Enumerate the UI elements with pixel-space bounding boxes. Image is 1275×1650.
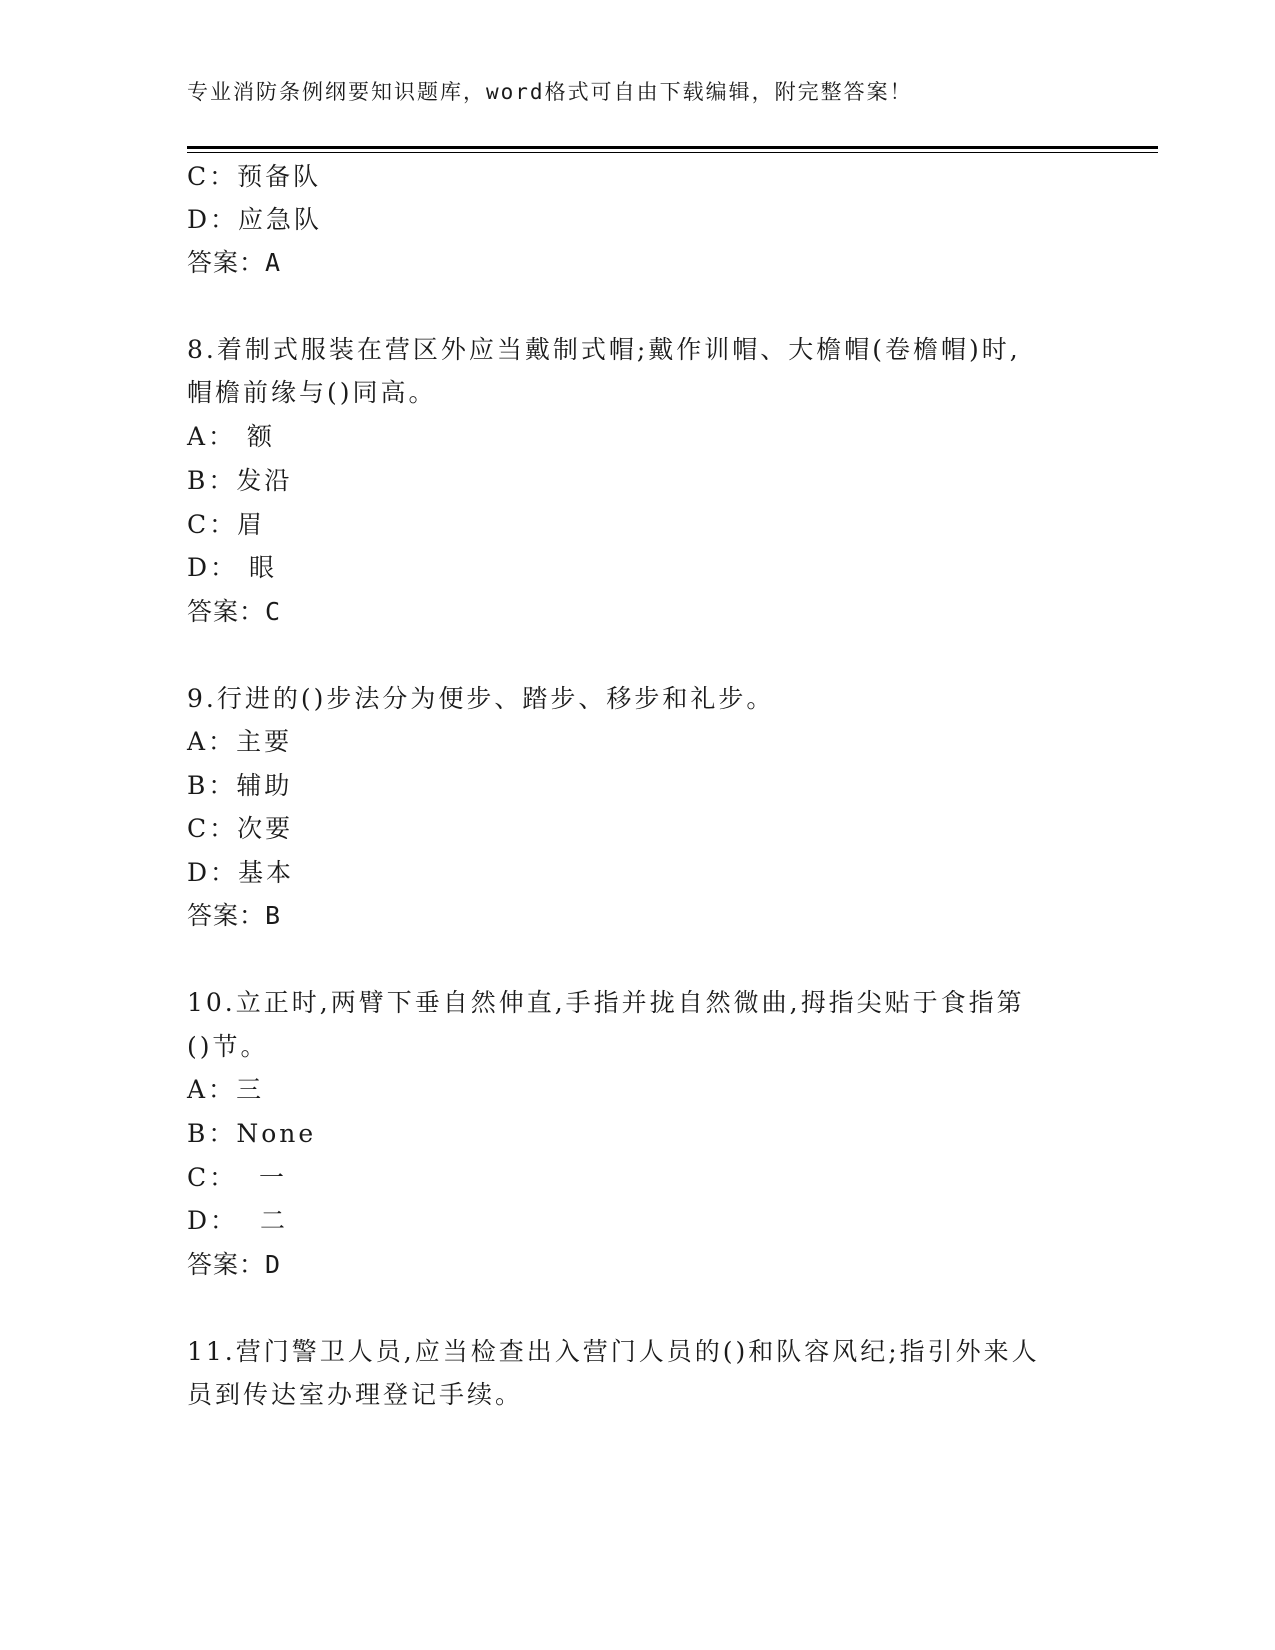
option-text: 额	[236, 422, 276, 451]
option-label: B：	[187, 1119, 237, 1148]
option-label: D：	[187, 553, 239, 582]
option-text: 眼	[238, 553, 277, 582]
question-stem: 11.营门警卫人员,应当检查出入营门人员的()和队容风纪;指引外来人	[187, 1337, 1040, 1366]
option-label: C：	[187, 510, 238, 539]
answer-value: A	[265, 248, 282, 277]
option-c	[187, 505, 265, 541]
answer-value: D	[265, 1250, 282, 1279]
option-a	[187, 417, 275, 453]
option-text: None	[236, 1119, 317, 1148]
option-text: 三	[236, 1075, 265, 1104]
option-text: 预备队	[237, 162, 322, 191]
option-a	[187, 722, 292, 758]
answer-line	[187, 896, 281, 932]
option-label: C：	[187, 1163, 238, 1192]
option-b	[187, 1114, 316, 1150]
answer-line	[187, 592, 281, 628]
option-c	[187, 1158, 287, 1194]
option-d	[187, 200, 322, 236]
question-stem: 10.立正时,两臂下垂自然伸直,手指并拢自然微曲,拇指尖贴于食指第	[187, 988, 1025, 1017]
answer-label: 答案：	[187, 1250, 266, 1279]
option-text: 主要	[236, 727, 293, 756]
option-label: B：	[187, 771, 237, 800]
option-label: B：	[187, 466, 237, 495]
option-d	[187, 1201, 288, 1237]
answer-label: 答案：	[187, 248, 266, 277]
question-stem: 9.行进的()步法分为便步、踏步、移步和礼步。	[187, 684, 775, 713]
option-a	[187, 1070, 264, 1106]
option-text: 发沿	[236, 466, 293, 495]
question-stem: 8.着制式服装在营区外应当戴制式帽;戴作训帽、大檐帽(卷檐帽)时,	[187, 335, 1021, 364]
answer-line	[187, 243, 281, 279]
answer-value: B	[265, 901, 282, 930]
option-text: 辅助	[236, 771, 293, 800]
option-text: 眉	[237, 510, 266, 539]
option-d	[187, 853, 294, 889]
option-b	[187, 461, 292, 497]
answer-label: 答案：	[187, 901, 266, 930]
option-text: 基本	[238, 858, 295, 887]
option-label: D：	[187, 205, 239, 234]
option-label: A：	[187, 727, 237, 756]
option-c	[187, 157, 321, 193]
option-text: 二	[238, 1206, 288, 1235]
option-label: A：	[187, 422, 237, 451]
option-d	[187, 548, 277, 584]
question-stem: 员到传达室办理登记手续。	[187, 1380, 524, 1409]
question-stem: 帽檐前缘与()同高。	[187, 378, 437, 407]
answer-value: C	[265, 597, 282, 626]
option-c	[187, 809, 293, 845]
option-label: D：	[187, 1206, 239, 1235]
header-rule-thick	[187, 146, 1158, 149]
option-label: C：	[187, 814, 238, 843]
answer-label: 答案：	[187, 597, 266, 626]
option-text: 一	[237, 1163, 288, 1192]
option-label: D：	[187, 858, 239, 887]
question-stem: ()节。	[187, 1032, 269, 1061]
answer-line	[187, 1245, 281, 1281]
option-text: 次要	[237, 814, 294, 843]
option-b	[187, 766, 292, 802]
option-label: A：	[187, 1075, 237, 1104]
page-header: 专业消防条例纲要知识题库，word格式可自由下载编辑，附完整答案！	[187, 80, 913, 104]
option-label: C：	[187, 162, 238, 191]
option-text: 应急队	[238, 205, 323, 234]
header-rule-thin	[187, 152, 1158, 153]
